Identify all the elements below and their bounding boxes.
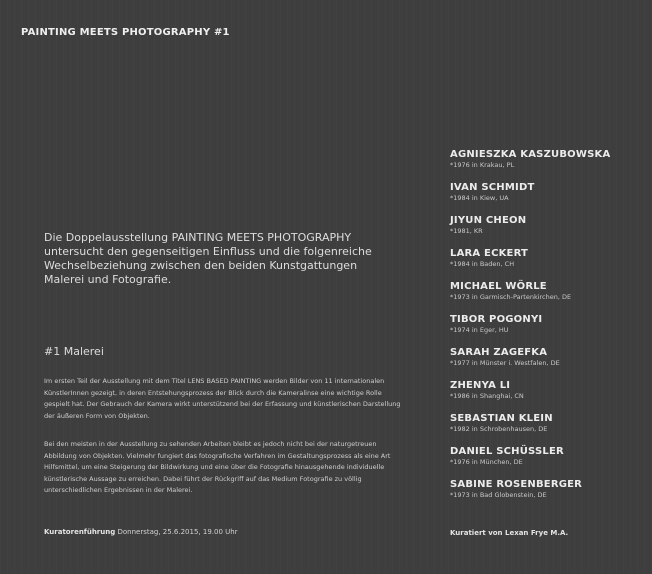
artist-item <box>450 445 640 478</box>
curator-tour <box>44 528 238 536</box>
artist-item <box>450 181 640 214</box>
artist-info: *1974 in Eger, HU <box>450 326 509 334</box>
artist-name: LARA ECKERT <box>450 248 529 259</box>
artist-info: *1984 in Baden, CH <box>450 260 515 268</box>
artist-name: SEBASTIAN KLEIN <box>450 413 553 424</box>
artist-item <box>450 346 640 379</box>
intro-text: Die Doppelausstellung PAINTING MEETS PHOTOGRAPHY untersucht den gegenseitigen Einfluss und die folgenreiche Wechselbeziehung zwischen den beiden Kunstgattungen Malerei und Fotografie. <box>44 231 372 286</box>
artist-item <box>450 280 640 313</box>
curator-credit: Kuratiert von Lexan Frye M.A. <box>450 529 569 537</box>
artist-name: AGNIESZKA KASZUBOWSKA <box>450 149 611 160</box>
artist-info: *1973 in Bad Globenstein, DE <box>450 491 547 499</box>
artist-item <box>450 148 640 181</box>
artist-item <box>450 379 640 412</box>
artist-name: JIYUN CHEON <box>450 215 527 226</box>
artist-name: TIBOR POGONYI <box>450 314 543 325</box>
artist-item <box>450 247 640 280</box>
curator-tour-date: Donnerstag, 25.6.2015, 19.00 Uhr <box>117 528 238 536</box>
artist-info: *1976 in München, DE <box>450 458 523 466</box>
body-paragraph-2: Bei den meisten in der Ausstellung zu sehenden Arbeiten bleibt es jedoch nicht bei der naturgetreuen Abbildung von Objekten. Vielmehr fungiert das fotografische Verfahren im Gestaltungsprozess als eine Art Hilfsmittel, um eine Steigerung der Bildwirkung und eine über die Fotografie hinausgehende individuelle künstlerische Aussage zu erreichen. Dabei führt der Rückgriff auf das Medium Fotografie zu völlig unterschiedlichen Ergebnissen in der Malerei. <box>44 440 391 494</box>
artist-item <box>450 214 640 247</box>
artist-name: SABINE ROSENBERGER <box>450 479 583 490</box>
page-title: PAINTING MEETS PHOTOGRAPHY #1 <box>21 27 230 38</box>
artist-name: IVAN SCHMIDT <box>450 182 535 193</box>
artist-item <box>450 478 640 511</box>
artist-info: *1977 in Münster i. Westfalen, DE <box>450 359 560 367</box>
artist-info: *1984 in Kiew, UA <box>450 194 509 202</box>
artist-info: *1976 in Krakau, PL <box>450 161 515 169</box>
curator-tour-label: Kuratorenführung <box>44 528 116 536</box>
artist-info: *1982 in Schrobenhausen, DE <box>450 425 548 433</box>
artist-list <box>450 148 640 511</box>
artist-item <box>450 412 640 445</box>
artist-info: *1973 in Garmisch-Partenkirchen, DE <box>450 293 572 301</box>
section-title: #1 Malerei <box>44 345 104 358</box>
artist-name: ZHENYA LI <box>450 380 511 391</box>
artist-item <box>450 313 640 346</box>
artist-name: DANIEL SCHÜSSLER <box>450 446 564 457</box>
artist-name: SARAH ZAGEFKA <box>450 347 548 358</box>
artist-info: *1986 in Shanghai, CN <box>450 392 524 400</box>
body-paragraph-1: Im ersten Teil der Ausstellung mit dem Titel LENS BASED PAINTING werden Bilder von 11 internationalen KünstlerInnen gezeigt, in deren Entstehungsprozess der Blick durch die Kameralinse eine wichtige Rolle gespielt hat. Der Gebrauch der Kamera wirkt unterstützend bei der Erfassung und künstlerischen Darstellung der äußeren Form von Objekten. <box>44 377 401 420</box>
artist-name: MICHAEL WÖRLE <box>450 281 547 292</box>
artist-info: *1981, KR <box>450 227 483 235</box>
